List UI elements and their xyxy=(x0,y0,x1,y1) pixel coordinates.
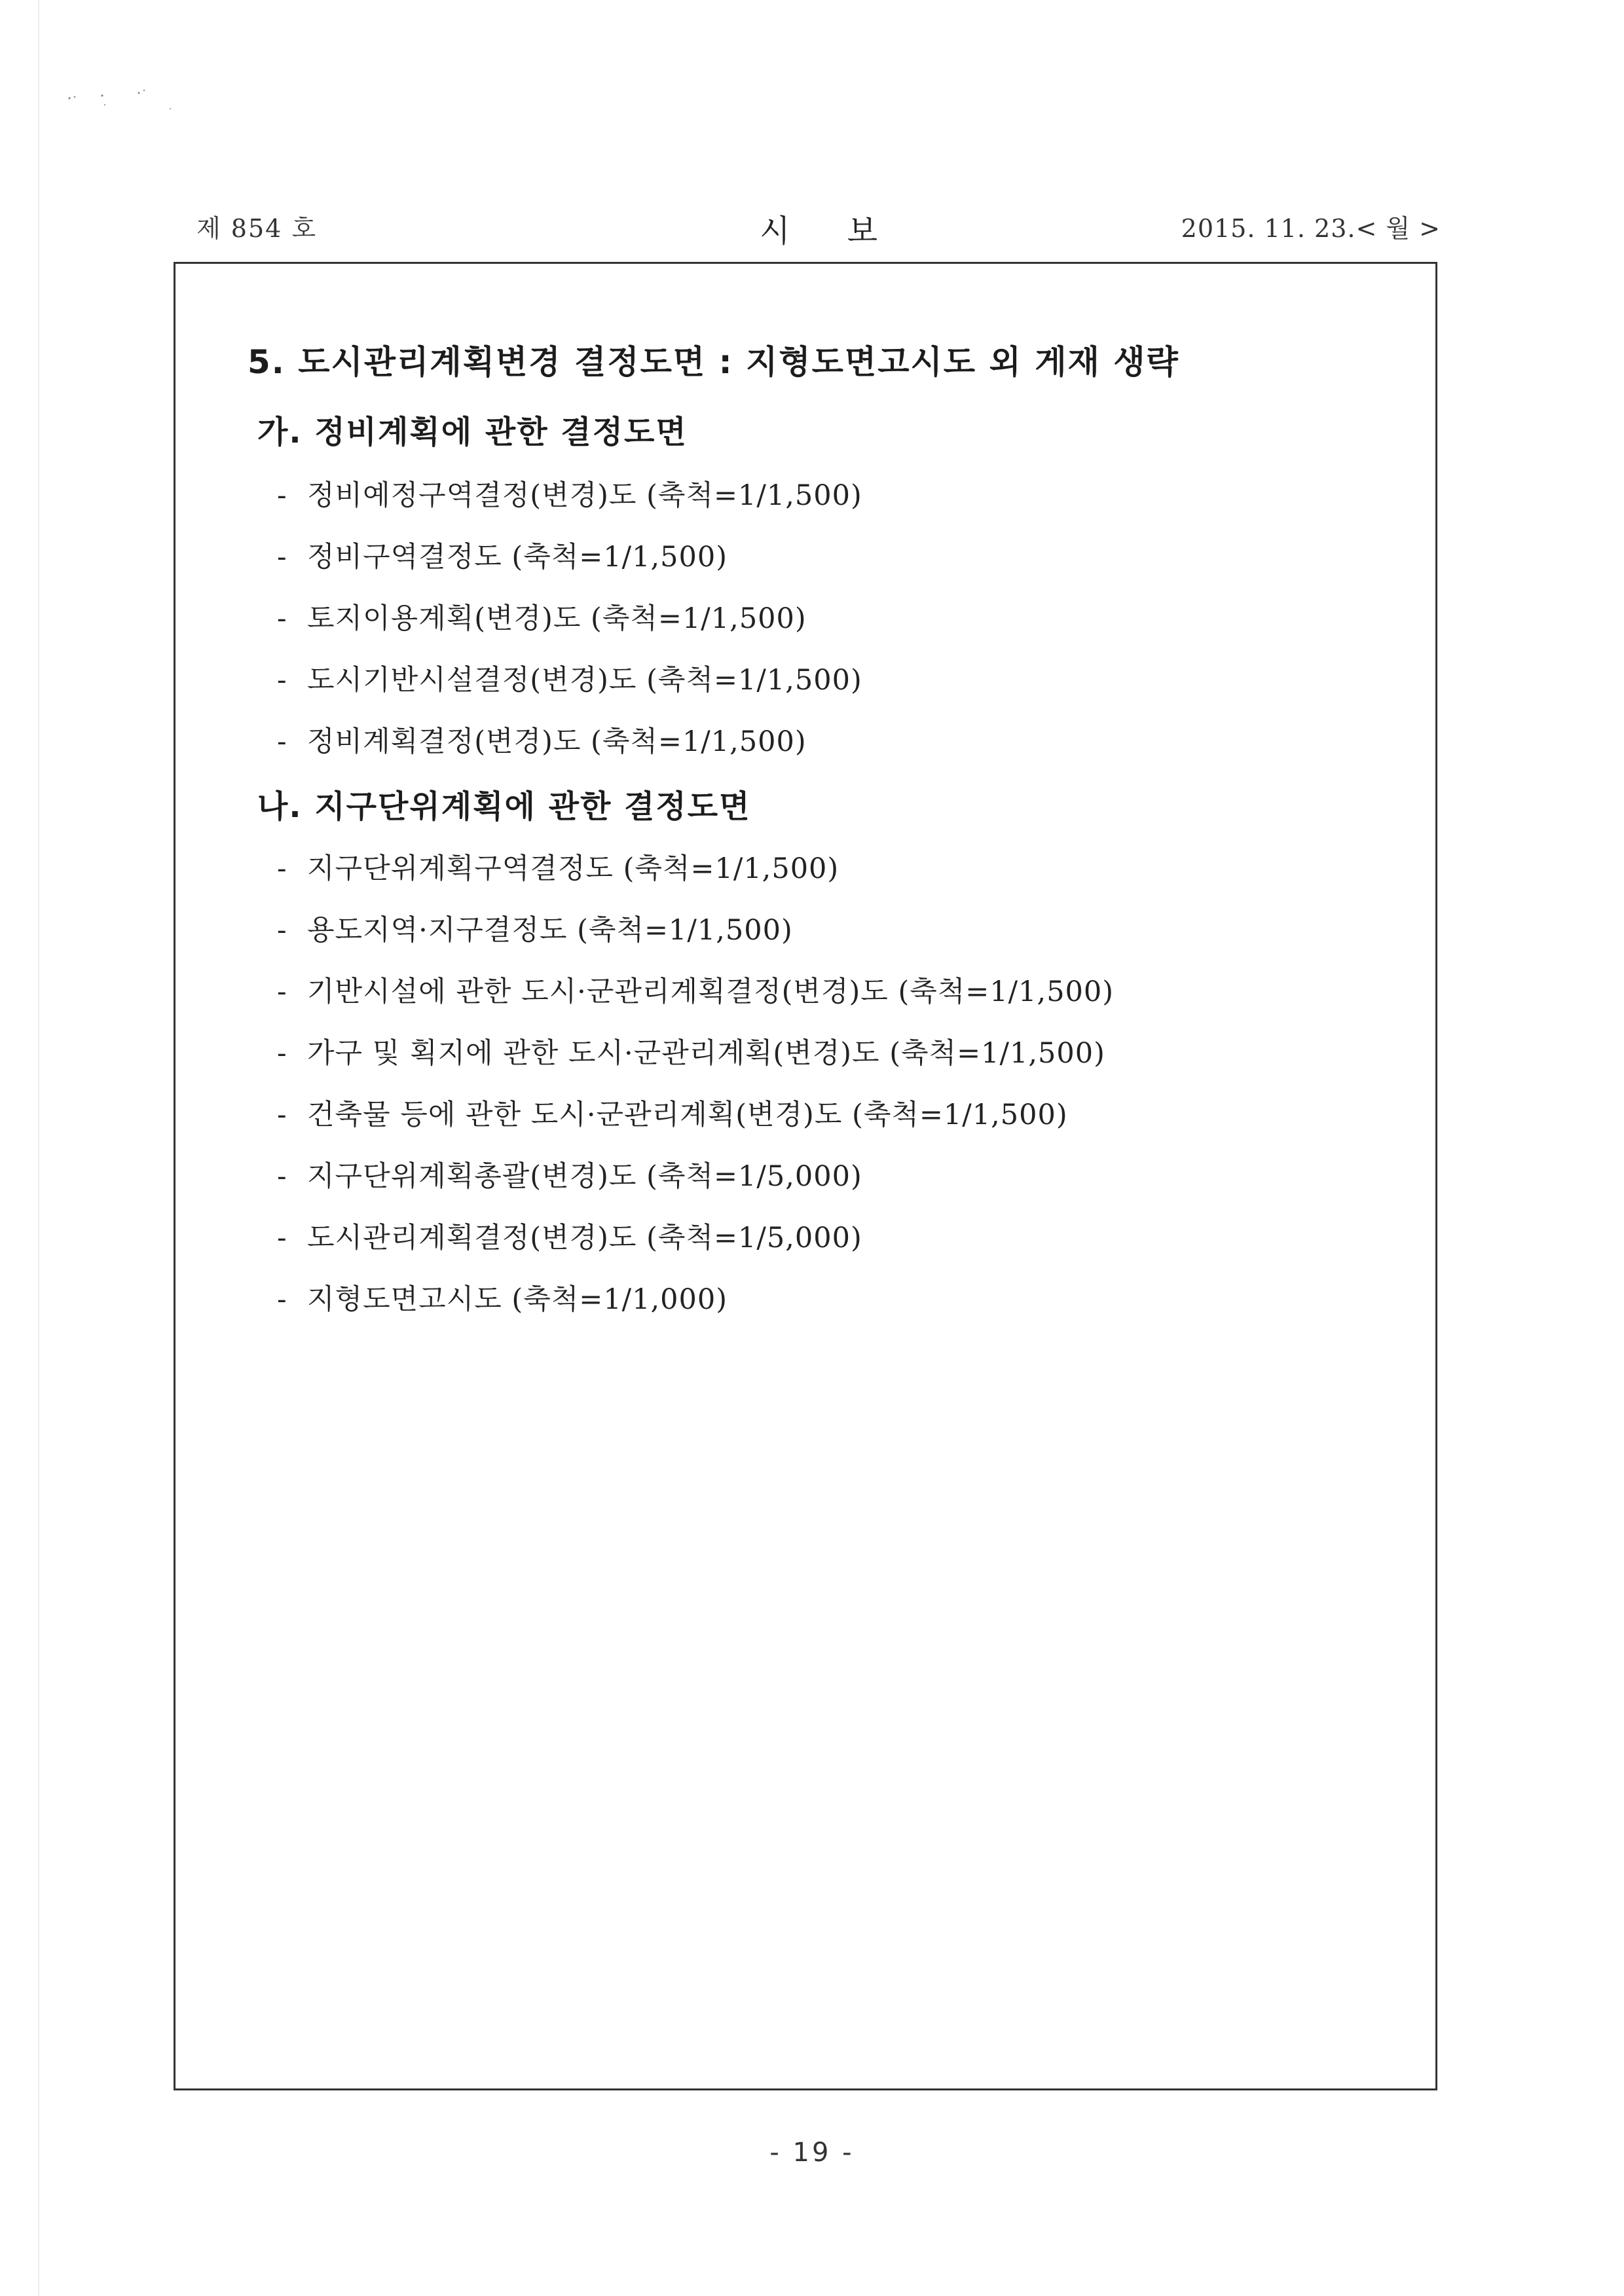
list-item xyxy=(277,1093,1068,1133)
list-bullet: - xyxy=(277,852,287,885)
list-item xyxy=(277,970,1114,1010)
list-item-text: 정비구역결정도 (축척=1/1,500) xyxy=(307,541,728,574)
group-title-district-unit-plan: 나. 지구단위계획에 관한 결정도면 xyxy=(257,788,751,825)
list-item-text: 지형도면고시도 (축척=1/1,000) xyxy=(307,1283,728,1316)
list-item xyxy=(277,596,807,636)
list-item xyxy=(277,473,862,513)
list-item-text: 정비예정구역결정(변경)도 (축척=1/1,500) xyxy=(307,479,862,512)
list-item xyxy=(277,1031,1105,1071)
list-bullet: - xyxy=(277,664,287,697)
list-item-text: 기반시설에 관한 도시·군관리계획결정(변경)도 (축척=1/1,500) xyxy=(307,975,1115,1008)
list-bullet: - xyxy=(277,975,287,1008)
list-bullet: - xyxy=(277,725,287,758)
page-header xyxy=(196,208,1441,247)
list-item-text: 용도지역·지구결정도 (축척=1/1,500) xyxy=(307,914,793,947)
list-item xyxy=(277,1216,862,1256)
list-bullet: - xyxy=(277,1222,287,1254)
section-title: 5. 도시관리계획변경 결정도면 : 지형도면고시도 외 게재 생략 xyxy=(248,343,1179,381)
list-item xyxy=(277,720,807,759)
list-item xyxy=(277,908,793,948)
list-item-text: 건축물 등에 관한 도시·군관리계획(변경)도 (축척=1/1,500) xyxy=(307,1099,1068,1131)
list-item-text: 도시관리계획결정(변경)도 (축척=1/5,000) xyxy=(307,1222,862,1254)
list-bullet: - xyxy=(277,1099,287,1131)
list-bullet: - xyxy=(277,1037,287,1070)
issue-date: 2015. 11. 23.< 월 > xyxy=(1181,214,1441,243)
list-item-text: 도시기반시설결정(변경)도 (축척=1/1,500) xyxy=(307,664,862,697)
list-bullet: - xyxy=(277,602,287,635)
list-item-text: 지구단위계획구역결정도 (축척=1/1,500) xyxy=(307,852,840,885)
list-item xyxy=(277,1154,862,1194)
list-item-text: 가구 및 획지에 관한 도시·군관리계획(변경)도 (축척=1/1,500) xyxy=(307,1037,1105,1070)
content-frame xyxy=(174,262,1437,2090)
list-bullet: - xyxy=(277,1160,287,1193)
list-bullet: - xyxy=(277,541,287,574)
list-item xyxy=(277,658,862,698)
issue-number: 제 854 호 xyxy=(196,214,318,243)
list-item xyxy=(277,1277,728,1317)
list-item-text: 정비계획결정(변경)도 (축척=1/1,500) xyxy=(307,725,807,758)
list-item-text: 토지이용계획(변경)도 (축척=1/1,500) xyxy=(307,602,807,635)
list-bullet: - xyxy=(277,1283,287,1316)
list-bullet: - xyxy=(277,479,287,512)
list-item xyxy=(277,847,839,886)
scan-noise-specks xyxy=(65,71,196,117)
group-title-maintenance-plan: 가. 정비계획에 관한 결정도면 xyxy=(257,414,688,450)
list-item xyxy=(277,535,728,575)
list-item-text: 지구단위계획총괄(변경)도 (축척=1/5,000) xyxy=(307,1160,862,1193)
publication-title: 시 보 xyxy=(760,213,901,249)
scan-edge-line xyxy=(38,0,39,2296)
list-bullet: - xyxy=(277,914,287,947)
page-number: - 19 - xyxy=(769,2138,855,2168)
